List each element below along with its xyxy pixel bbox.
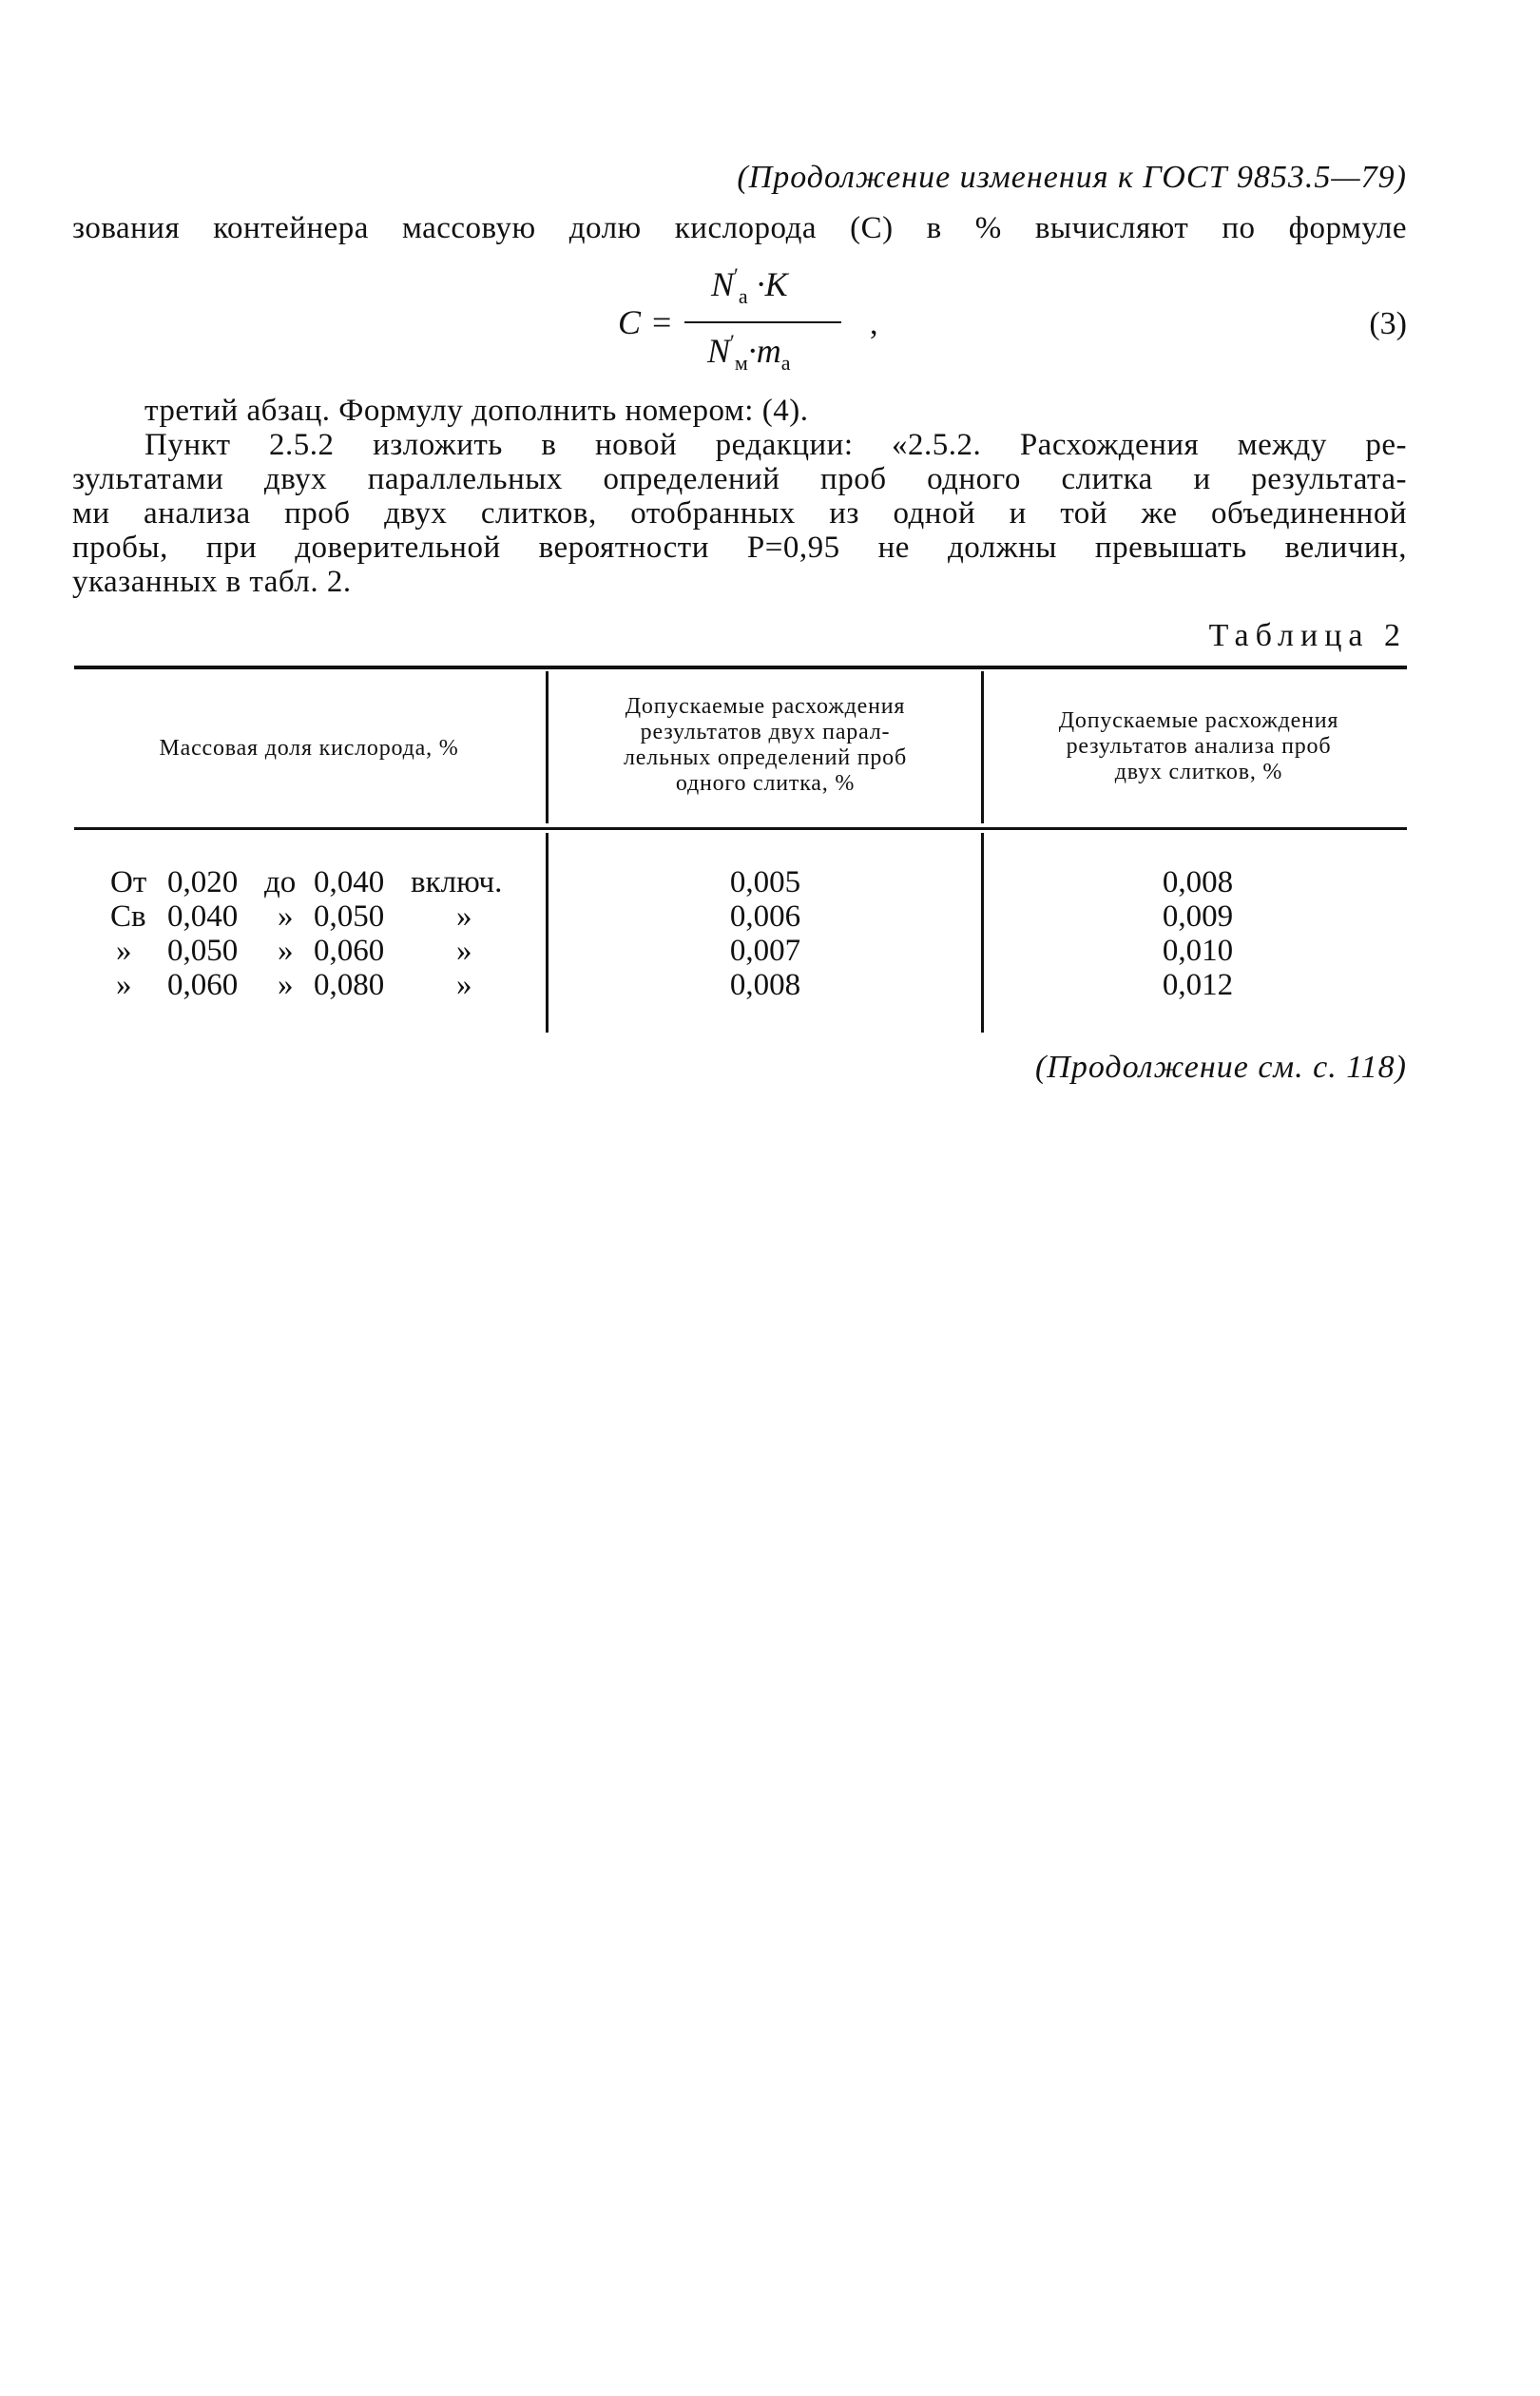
- document-page: (Продолжение изменения к ГОСТ 9853.5—79) зования контейнера массовую долю кислорода (С) в % вычисляют по формуле C = $N'_а \cdot K$ $N'_м\cdot m_а$ , (3) третий абзац. Формулу дополнить номером: (4). Пункт 2.5.2 изложить в новой редакции: «2.5.2. Расхождения между ре- зультатами двух параллельных определений проб одного слитка и результата- ми анализа проб двух слитков, отобранных из одной и той же объединенной пробы, при доверительной вероятности P=0,95 не должны превышать величин, указанных в табл. 2. Таблица 2 Массовая доля кислорода, % Допускаемые расхождения результатов двух парал- лельных определений проб одного слитка, % Допускаемые расхождения результатов анализа проб двух слитков, % От 0,020 до 0,040 включ. 0,005 0,008 Св 0,040 » 0,050 » 0,006 0,009 » 0,050 » 0,060 » 0,007 0,010 » 0,060 » 0,080 » 0,008 0,012 (Продолжение см. с. 118): [72, 160, 1407, 1085]
- formula-equals: =: [652, 303, 672, 341]
- table-caption: Таблица 2: [1208, 618, 1407, 653]
- continuation-note: (Продолжение см. с. 118): [1034, 1050, 1407, 1085]
- table-col-divider: [546, 833, 549, 1033]
- fraction-bar: [684, 321, 841, 323]
- table-header-rule: [74, 827, 1407, 830]
- formula-numerator: $N'_а \cdot K$: [711, 263, 788, 309]
- table-header-col2: Допускаемые расхождения результатов двух парал- лельных определений проб одного слитка, %: [624, 694, 907, 796]
- formula-3: [608, 257, 1407, 380]
- equation-number: (3): [1369, 306, 1407, 341]
- paragraph-line: пробы, при доверительной вероятности P=0,95 не должны превышать величин,: [72, 531, 1407, 565]
- paragraph-line: третий абзац. Формулу дополнить номером: (4).: [144, 394, 809, 428]
- table-header-col1: Массовая доля кислорода, %: [159, 736, 459, 761]
- paragraph-line: Пункт 2.5.2 изложить в новой редакции: «2.5.2. Расхождения между ре-: [144, 428, 1407, 462]
- table-col-divider: [981, 833, 984, 1033]
- paragraph-line: зультатами двух параллельных определений проб одного слитка и результата-: [72, 462, 1407, 496]
- table-header-col3: Допускаемые расхождения результатов анализа проб двух слитков, %: [1058, 708, 1339, 784]
- formula-separator: ,: [870, 306, 878, 341]
- table-top-rule: [74, 666, 1407, 669]
- formula-denominator: $N'_м\cdot m_а$: [707, 330, 791, 376]
- table-col-divider: [981, 671, 984, 823]
- formula-lhs: C: [618, 303, 642, 341]
- paragraph-line: указанных в табл. 2.: [72, 565, 352, 599]
- paragraph-line: ми анализа проб двух слитков, отобранных из одной и той же объединенной: [72, 496, 1407, 531]
- running-head: (Продолжение изменения к ГОСТ 9853.5—79): [737, 160, 1407, 195]
- table-col-divider: [546, 671, 549, 823]
- paragraph-line: зования контейнера массовую долю кислорода (С) в % вычисляют по формуле: [72, 211, 1407, 245]
